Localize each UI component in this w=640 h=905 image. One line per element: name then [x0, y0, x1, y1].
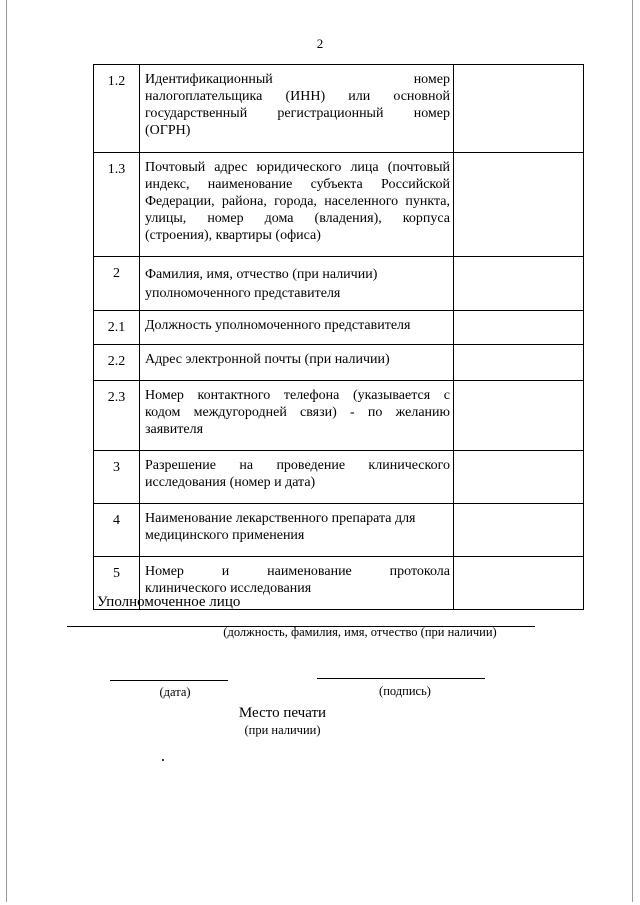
description-line: уполномоченного представителя — [145, 286, 341, 301]
description-line: Почтовый адрес юридического лица (почтовый — [145, 160, 450, 175]
description-line: медицинского применения — [145, 528, 305, 543]
row-number: 2.1 — [94, 311, 140, 345]
row-description — [140, 381, 454, 451]
description-line: Разрешение на проведение клинического — [145, 458, 450, 473]
value-cell[interactable] — [454, 381, 584, 451]
row-description — [140, 504, 454, 557]
date-caption: (дата) — [159, 685, 191, 699]
description-line: Наименование лекарственного препарата для — [145, 511, 416, 526]
value-cell[interactable] — [454, 345, 584, 381]
scan-speck — [162, 759, 164, 761]
signature-line[interactable] — [317, 678, 485, 679]
row-description — [140, 257, 454, 311]
table-row — [94, 65, 584, 153]
value-cell[interactable] — [454, 504, 584, 557]
description-line: (строения), квартиры (офиса) — [145, 228, 321, 243]
description-line: (ОГРН) — [145, 123, 191, 138]
value-cell[interactable] — [454, 153, 584, 257]
authorized-person-title: Уполномоченное лицо — [97, 594, 241, 610]
table-row — [94, 311, 584, 345]
description-line: Номер контактного телефона (указывается с — [145, 388, 450, 403]
description-line: государственный регистрационный номер — [145, 106, 450, 121]
signature-caption: (подпись) — [379, 684, 431, 698]
value-cell[interactable] — [454, 557, 584, 610]
value-cell[interactable] — [454, 311, 584, 345]
row-description — [140, 451, 454, 504]
description-line: Федерации, района, города, населенного пункта, — [145, 194, 450, 209]
row-number: 1.2 — [94, 65, 140, 153]
position-name-caption: (должность, фамилия, имя, отчество (при наличии) — [223, 625, 497, 639]
row-description — [140, 345, 454, 381]
description-line: Фамилия, имя, отчество (при наличии) — [145, 267, 378, 282]
table-row — [94, 257, 584, 311]
page-number: 2 — [316, 36, 324, 51]
row-number: 2.3 — [94, 381, 140, 451]
description-line: заявителя — [145, 422, 204, 437]
table-row — [94, 153, 584, 257]
description-line: улицы, номер дома (владения), корпуса — [145, 211, 450, 226]
value-cell[interactable] — [454, 257, 584, 311]
description-line: клинического исследования — [145, 581, 312, 596]
description-line: Номер и наименование протокола — [145, 564, 450, 579]
stamp-caption: (при наличии) — [244, 723, 321, 737]
description-line: Адрес электронной почты (при наличии) — [145, 352, 390, 367]
value-cell[interactable] — [454, 65, 584, 153]
stamp-title: Место печати — [238, 705, 327, 721]
row-number: 4 — [94, 504, 140, 557]
row-description — [140, 311, 454, 345]
value-cell[interactable] — [454, 451, 584, 504]
row-number: 5 — [94, 557, 140, 610]
application-form-table — [93, 64, 584, 610]
table-row — [94, 345, 584, 381]
description-line: Идентификационный номер — [145, 72, 450, 87]
description-line: исследования (номер и дата) — [145, 475, 316, 490]
row-description — [140, 153, 454, 257]
row-number: 1.3 — [94, 153, 140, 257]
description-line: налогоплательщика (ИНН) или основной — [145, 89, 450, 104]
table-row — [94, 451, 584, 504]
table-row — [94, 504, 584, 557]
row-number: 2 — [94, 257, 140, 311]
table-row — [94, 381, 584, 451]
row-number: 3 — [94, 451, 140, 504]
row-number: 2.2 — [94, 345, 140, 381]
description-line: Должность уполномоченного представителя — [145, 318, 411, 333]
description-line: кодом междугородней связи) - по желанию — [145, 405, 450, 420]
description-line: индекс, наименование субъекта Российской — [145, 177, 450, 192]
date-line[interactable] — [110, 680, 228, 681]
row-description — [140, 65, 454, 153]
